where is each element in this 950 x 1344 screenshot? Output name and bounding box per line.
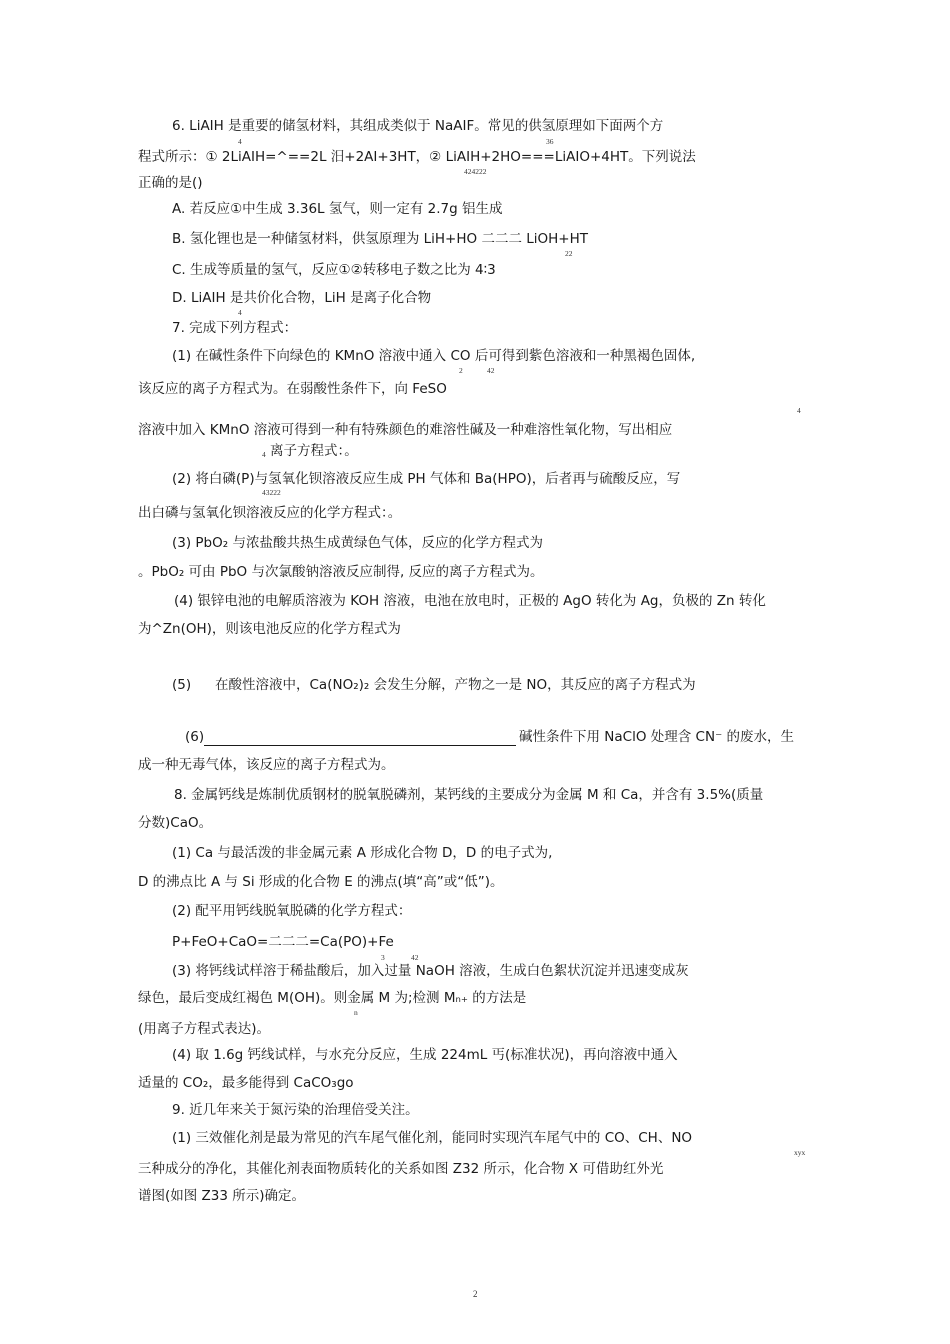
q6-option-a: A. 若反应①中生成 3.36L 氢气，则一定有 2.7g 铝生成: [172, 201, 503, 217]
q8-part3-subscript: n: [354, 1008, 358, 1017]
q7-part1-line-1: (1) 在碱性条件下向绿色的 KMnO 溶液中通入 CO 后可得到紫色溶液和一种黑褐色固体,: [172, 348, 696, 364]
q6-stem-line-2: 程式所示：① 2LiAIH=^==2L 汨+2AI+3HT，② LiAIH+2HO===LiAIO+4HT。下列说法: [138, 149, 696, 165]
q8-part4-line-2: 适量的 CO₂，最多能得到 CaCO₃go: [138, 1075, 354, 1091]
q8-equation-subscript-1: 3: [381, 953, 385, 962]
q9-title: 9. 近几年来关于氮污染的治理倍受关注。: [172, 1102, 419, 1118]
q7-part6-line-2: 成一种无毒气体，该反应的离子方程式为。: [138, 757, 395, 773]
q8-part2-equation: P+FeO+CaO=二二二=Ca(PO)+Fe: [172, 934, 394, 950]
q8-part3-line-3: (用离子方程式表达)。: [138, 1021, 271, 1037]
answer-blank: [204, 745, 516, 746]
q8-part3-line-1: (3) 将钙线试样溶于稀盐酸后，加入过量 NaOH 溶液，生成白色絮状沉淀并迅速变成灰: [172, 963, 689, 979]
q7-part1-subscript-4: 4: [262, 450, 266, 459]
q6-option-d-subscript: 4: [238, 308, 242, 317]
q7-part3-line-2: 。PbO₂ 可由 PbO 与次氯酸钠溶液反应制得, 反应的离子方程式为。: [138, 564, 544, 580]
q8-equation-subscript-2: 42: [411, 953, 419, 962]
q7-part6-text: 碱性条件下用 NaClO 处理含 CN⁻ 的废水，生: [519, 729, 794, 745]
q8-part3-line-2: 绿色，最后变成红褐色 M(OH)。则金属 M 为;检测 Mₙ₊ 的方法是: [138, 990, 527, 1006]
q7-part4-line-1: (4) 银锌电池的电解质溶液为 KOH 溶液，电池在放电时，正极的 AgO 转化为 Ag，负极的 Zn 转化: [174, 593, 766, 609]
q7-part4-line-2: 为^Zn(OH)，则该电池反应的化学方程式为: [138, 621, 401, 637]
q7-part6-number: (6): [185, 729, 205, 745]
q7-title: 7. 完成下列方程式：: [172, 320, 298, 336]
q6-subscript-1: 4: [238, 137, 242, 146]
q9-part1-subscript: xyx: [794, 1148, 806, 1157]
q6-option-c: C. 生成等质量的氢气，反应①②转移电子数之比为 4∶3: [172, 262, 496, 278]
q7-part3-line-1: (3) PbO₂ 与浓盐酸共热生成黄绿色气体，反应的化学方程式为: [172, 535, 543, 551]
q6-option-d: D. LiAIH 是共价化合物，LiH 是离子化合物: [172, 290, 432, 306]
q7-part1-subscript-2: 42: [487, 366, 495, 375]
q7-part2-line-2: 出白磷与氢氧化钡溶液反应的化学方程式：。: [138, 505, 402, 521]
q7-part5-text: 在酸性溶液中，Ca(NO₂)₂ 会发生分解，产物之一是 NO，其反应的离子方程式为: [215, 677, 696, 693]
q7-part2-subscript: 43222: [262, 488, 281, 497]
q7-part1-line-3: 溶液中加入 KMnO 溶液可得到一种有特殊颜色的难溶性碱及一种难溶性氧化物，写出相应: [138, 422, 673, 438]
q8-part4-line-1: (4) 取 1.6g 钙线试样，与水充分反应，生成 224mL 丐(标准状况)，再向溶液中通入: [172, 1047, 678, 1063]
q7-part1-line-4: 离子方程式：。: [270, 443, 358, 459]
q6-option-b-subscript: 22: [565, 249, 573, 258]
q9-part1-line-2: 三种成分的净化，其催化剂表面物质转化的关系如图 Z32 所示，化合物 X 可借助红外光: [138, 1161, 664, 1177]
q9-part1-line-1: (1) 三效催化剂是最为常见的汽车尾气催化剂，能同时实现汽车尾气中的 CO、CH、NO: [172, 1130, 693, 1146]
q7-part1-line-2: 该反应的离子方程式为。在弱酸性条件下，向 FeSO: [138, 381, 447, 397]
q6-subscript-3: 424222: [464, 167, 487, 176]
q6-subscript-2: 36: [546, 137, 554, 146]
q8-part2-title: (2) 配平用钙线脱氧脱磷的化学方程式：: [172, 903, 412, 919]
q6-stem-line-3: 正确的是(): [138, 175, 203, 191]
q8-stem-line-1: 8. 金属钙线是炼制优质钢材的脱氧脱磷剂，某钙线的主要成分为金属 M 和 Ca，并含有 3.5%(质量: [174, 787, 764, 803]
q7-part1-subscript-1: 2: [459, 366, 463, 375]
page-number: 2: [473, 1289, 478, 1299]
q6-stem-line-1: 6. LiAIH 是重要的储氢材料，其组成类似于 NaAIF。常见的供氢原理如下面两个方: [172, 118, 664, 134]
q8-part1-line-2: D 的沸点比 A 与 Si 形成的化合物 E 的沸点(填“高”或“低”)。: [138, 874, 504, 890]
q7-part1-subscript-3: 4: [797, 406, 801, 415]
q8-part1-line-1: (1) Ca 与最活泼的非金属元素 A 形成化合物 D，D 的电子式为,: [172, 845, 553, 861]
q7-part2-line-1: (2) 将白磷(P)与氢氧化钡溶液反应生成 PH 气体和 Ba(HPO)，后者再与硫酸反应，写: [172, 471, 681, 487]
q8-stem-line-2: 分数)CaO。: [138, 815, 213, 831]
q7-part5-number: (5): [172, 677, 192, 693]
q6-option-b: B. 氢化锂也是一种储氢材料，供氢原理为 LiH+HO 二二二 LiOH+HT: [172, 231, 588, 247]
q9-part1-line-3: 谱图(如图 Z33 所示)确定。: [138, 1188, 306, 1204]
